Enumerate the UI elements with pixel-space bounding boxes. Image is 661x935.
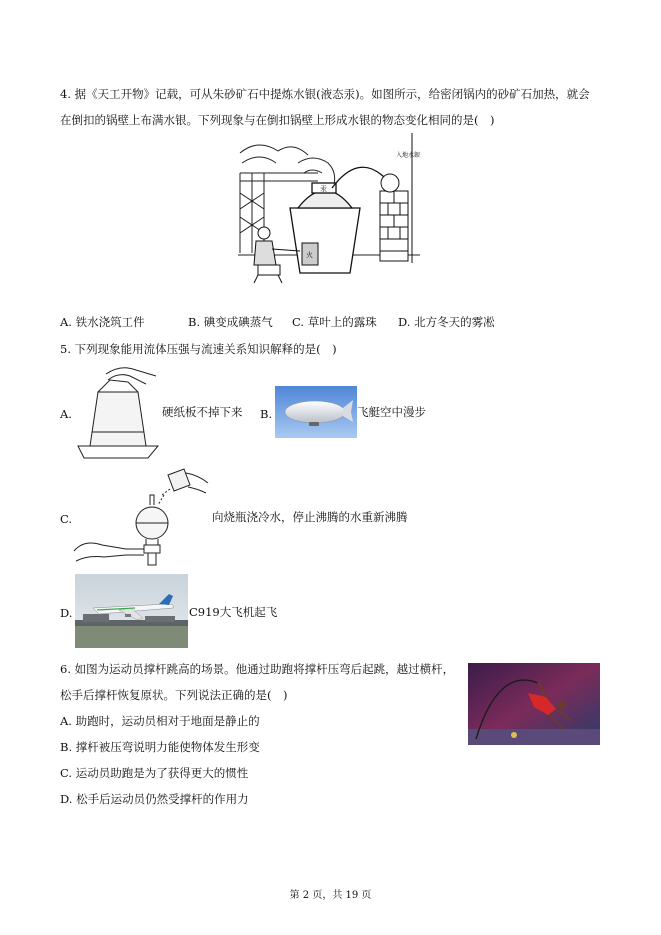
q4-stem-line-2: 在倒扣的锅壁上布满水银。下列现象与在倒扣锅壁上形成水银的物态变化相同的是( ) — [60, 113, 495, 127]
q4-option-c: C. 草叶上的露珠 — [292, 315, 377, 329]
page-footer: 第 2 页，共 19 页 — [289, 890, 372, 901]
q5-option-b-airship-photo — [275, 386, 357, 438]
q6-stem-line-2: 松手后撑杆恢复原状。下列说法正确的是( ) — [60, 688, 288, 702]
q6-option-b: B. 撑杆被压弯说明力能使物体发生形变 — [60, 740, 260, 754]
q4-option-d: D. 北方冬天的雾凇 — [398, 315, 495, 329]
q5-stem: 5. 下列现象能用流体压强与流速关系知识解释的是( ) — [60, 342, 337, 356]
q5-option-b-label: B. — [260, 407, 273, 421]
q5-option-a-label: A. — [60, 407, 72, 421]
q5-option-c-label: C. — [60, 512, 73, 526]
q6-option-c: C. 运动员助跑是为了获得更大的惯性 — [60, 766, 249, 780]
q4-mercury-furnace-figure — [238, 133, 420, 285]
q4-stem-line-1: 4. 据《天工开物》记载，可从朱砂矿石中提炼水银(液态汞)。如图所示，给密闭锅内的砂矿石加热，就会 — [60, 87, 590, 101]
q5-option-b-text: 飞艇空中漫步 — [357, 405, 426, 419]
q4-option-a: A. 铁水浇筑工件 — [60, 315, 145, 329]
q4-option-b: B. 碘变成碘蒸气 — [188, 315, 273, 329]
figure-label-fire: 火 — [306, 251, 313, 259]
q5-option-d-c919-photo — [75, 574, 188, 648]
q6-stem-line-1: 6. 如图为运动员撑杆跳高的场景。他通过助跑将撑杆压弯后起跳，越过横杆， — [60, 662, 455, 676]
q5-option-c-text: 向烧瓶浇冷水，停止沸腾的水重新沸腾 — [212, 510, 408, 524]
q5-option-a-text: 硬纸板不掉下来 — [162, 405, 243, 419]
figure-label-mercury: 汞 — [320, 185, 327, 193]
q5-option-c-flask-figure — [72, 465, 210, 567]
q6-option-d: D. 松手后运动员仍然受撑杆的作用力 — [60, 792, 249, 806]
q5-option-d-label: D. — [60, 606, 73, 620]
q6-pole-vault-photo — [468, 663, 600, 745]
q5-option-d-text: C919大飞机起飞 — [189, 605, 278, 619]
q6-option-a: A. 助跑时，运动员相对于地面是静止的 — [60, 714, 260, 728]
q5-option-a-cup-figure — [76, 362, 160, 460]
figure-label-mercury-outlet: 入地水銀 — [396, 152, 420, 159]
